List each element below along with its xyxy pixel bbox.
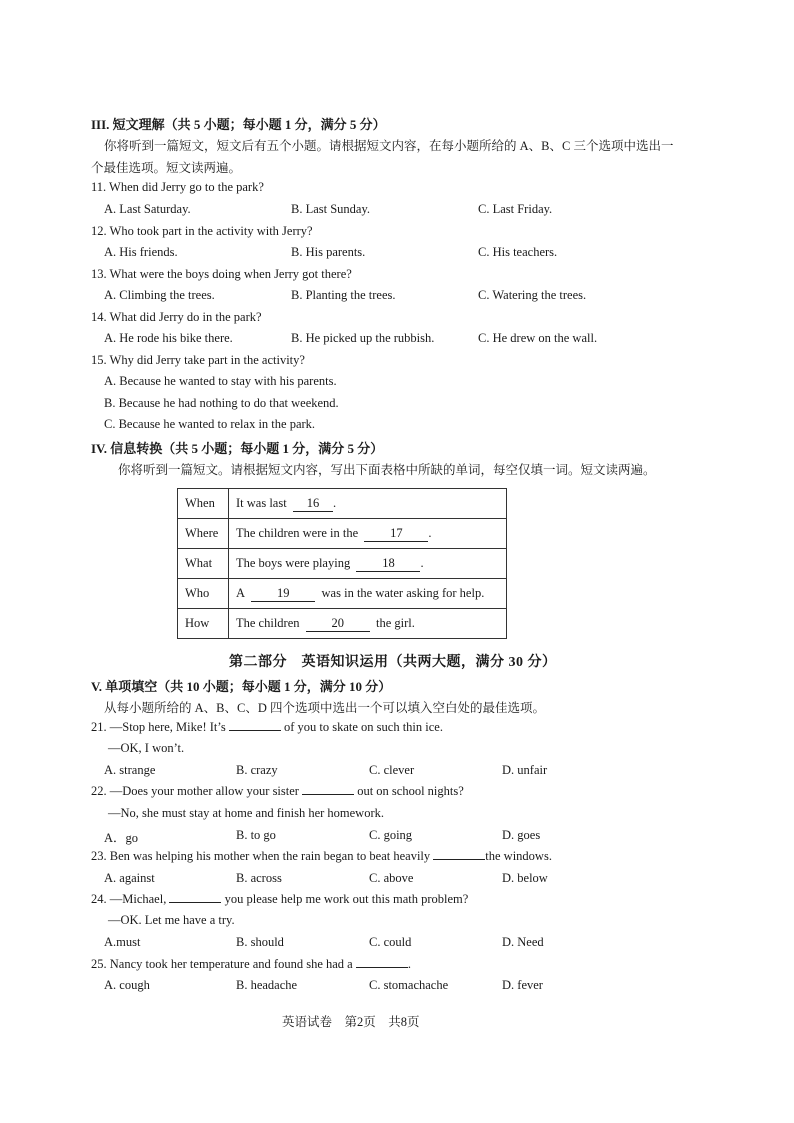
q23-option-c: C. above bbox=[369, 871, 414, 885]
page-footer: 英语试卷 第2页 共8页 bbox=[282, 1015, 420, 1029]
table-row bbox=[178, 609, 507, 639]
question-14: 14. What did Jerry do in the park? bbox=[91, 310, 262, 324]
q23-option-a: A. against bbox=[104, 871, 155, 885]
row-content bbox=[229, 579, 507, 609]
question-text: 21. —Stop here, Mike! It’s bbox=[91, 720, 226, 734]
section-5-title: V. 单项填空（共 10 小题；每小题 1 分，满分 10 分） bbox=[91, 679, 392, 694]
row-key: When bbox=[178, 489, 229, 519]
q21-option-d: D. unfair bbox=[502, 763, 548, 777]
q23-option-d: D. below bbox=[502, 871, 548, 885]
q14-option-b: B. He picked up the rubbish. bbox=[291, 331, 435, 345]
q25-option-c: C. stomachache bbox=[369, 978, 449, 992]
question-text-after: the windows. bbox=[485, 849, 552, 863]
row-text: The children bbox=[236, 615, 300, 630]
q22-option-a: A．go bbox=[104, 831, 139, 845]
answer-blank[interactable] bbox=[302, 794, 354, 795]
info-table bbox=[177, 488, 507, 639]
row-content bbox=[229, 549, 507, 579]
q12-option-a: A. His friends. bbox=[104, 245, 178, 259]
row-text: It was last bbox=[236, 495, 287, 510]
q25-option-b: B. headache bbox=[236, 978, 298, 992]
question-text: 24. —Michael, bbox=[91, 892, 167, 906]
answer-blank[interactable] bbox=[356, 967, 408, 968]
answer-blank-20[interactable]: 20 bbox=[306, 616, 370, 632]
q22-option-b: B. to go bbox=[236, 828, 276, 842]
q25-option-a: A. cough bbox=[104, 978, 150, 992]
answer-blank[interactable] bbox=[433, 859, 485, 860]
section-3-intro-line1: 你将听到一篇短文，短文后有五个小题。请根据短文内容，在每小题所给的 A、B、C 三个选项中选出一 bbox=[104, 139, 674, 153]
question-21 bbox=[91, 720, 443, 735]
q13-option-a: A. Climbing the trees. bbox=[104, 288, 215, 302]
q13-option-b: B. Planting the trees. bbox=[291, 288, 396, 302]
row-content bbox=[229, 519, 507, 549]
q15-option-b: B. Because he had nothing to do that weekend. bbox=[104, 396, 339, 410]
question-text-after: you please help me work out this math problem? bbox=[224, 892, 469, 906]
table-row bbox=[178, 549, 507, 579]
answer-blank-17[interactable]: 17 bbox=[364, 526, 428, 542]
section-4-intro: 你将听到一篇短文。请根据短文内容，写出下面表格中所缺的单词，每空仅填一词。短文读两遍。 bbox=[118, 463, 656, 477]
table-row bbox=[178, 519, 507, 549]
q22-option-d: D. goes bbox=[502, 828, 541, 842]
row-text-after: the girl. bbox=[376, 615, 415, 630]
q11-option-a: A. Last Saturday. bbox=[104, 202, 191, 216]
part-2-title: 第二部分 英语知识运用（共两大题，满分 30 分） bbox=[229, 655, 557, 670]
q24-option-d: D. Need bbox=[502, 935, 544, 949]
q11-option-b: B. Last Sunday. bbox=[291, 202, 371, 216]
q21-reply: —OK, I won’t. bbox=[108, 741, 185, 755]
answer-blank-19[interactable]: 19 bbox=[251, 586, 315, 602]
row-text-after: . bbox=[420, 555, 424, 570]
section-5-intro: 从每小题所给的 A、B、C、D 四个选项中选出一个可以填入空白处的最佳选项。 bbox=[104, 701, 545, 715]
question-22 bbox=[91, 784, 464, 799]
question-12: 12. Who took part in the activity with Jerry? bbox=[91, 224, 313, 238]
q14-option-c: C. He drew on the wall. bbox=[478, 331, 598, 345]
q21-option-c: C. clever bbox=[369, 763, 415, 777]
question-text-after: . bbox=[407, 957, 411, 971]
question-text-after: out on school nights? bbox=[357, 784, 464, 798]
q24-reply: —OK. Let me have a try. bbox=[108, 913, 235, 927]
table-row bbox=[178, 579, 507, 609]
q12-option-b: B. His parents. bbox=[291, 245, 366, 259]
table-row bbox=[178, 489, 507, 519]
answer-blank[interactable] bbox=[169, 902, 221, 903]
section-3-intro-line2: 个最佳选项。短文读两遍。 bbox=[91, 161, 242, 175]
q14-option-a: A. He rode his bike there. bbox=[104, 331, 233, 345]
section-3-title: III. 短文理解（共 5 小题；每小题 1 分，满分 5 分） bbox=[91, 117, 386, 132]
q12-option-c: C. His teachers. bbox=[478, 245, 558, 259]
q13-option-c: C. Watering the trees. bbox=[478, 288, 587, 302]
row-text-after: . bbox=[332, 495, 337, 510]
q22-reply: —No, she must stay at home and finish her homework. bbox=[108, 806, 384, 820]
q25-option-d: D. fever bbox=[502, 978, 543, 992]
question-text: 23. Ben was helping his mother when the rain began to beat heavily bbox=[91, 849, 431, 863]
row-text: The children were in the bbox=[236, 525, 359, 540]
answer-blank[interactable] bbox=[229, 730, 281, 731]
question-11: 11. When did Jerry go to the park? bbox=[91, 180, 264, 194]
question-15: 15. Why did Jerry take part in the activity? bbox=[91, 353, 305, 367]
question-23 bbox=[91, 849, 552, 864]
row-key: How bbox=[178, 609, 229, 639]
answer-blank-18[interactable]: 18 bbox=[356, 556, 420, 572]
question-text-after: of you to skate on such thin ice. bbox=[283, 720, 443, 734]
question-25 bbox=[91, 957, 411, 972]
q22-option-c: C. going bbox=[369, 828, 413, 842]
row-text-after: . bbox=[428, 525, 432, 540]
question-text: 25. Nancy took her temperature and found she had a bbox=[91, 957, 353, 971]
q23-option-b: B. across bbox=[236, 871, 282, 885]
question-13: 13. What were the boys doing when Jerry got there? bbox=[91, 267, 352, 281]
q24-option-b: B. should bbox=[236, 935, 284, 949]
q15-option-a: A. Because he wanted to stay with his parents. bbox=[104, 374, 337, 388]
q24-option-c: C. could bbox=[369, 935, 412, 949]
row-content bbox=[229, 609, 507, 639]
row-key: Where bbox=[178, 519, 229, 549]
q15-option-c: C. Because he wanted to relax in the park. bbox=[104, 417, 316, 431]
answer-blank-16[interactable]: 16 bbox=[293, 496, 333, 512]
row-text-after: was in the water asking for help. bbox=[321, 585, 485, 600]
q21-option-a: A. strange bbox=[104, 763, 156, 777]
question-24 bbox=[91, 892, 468, 907]
q24-option-a: A.must bbox=[104, 935, 141, 949]
row-key: What bbox=[178, 549, 229, 579]
section-4-title: IV. 信息转换（共 5 小题；每小题 1 分，满分 5 分） bbox=[91, 441, 384, 456]
row-text: A bbox=[236, 585, 246, 600]
q11-option-c: C. Last Friday. bbox=[478, 202, 553, 216]
row-text: The boys were playing bbox=[236, 555, 351, 570]
question-text: 22. —Does your mother allow your sister bbox=[91, 784, 299, 798]
row-key: Who bbox=[178, 579, 229, 609]
q21-option-b: B. crazy bbox=[236, 763, 278, 777]
row-content bbox=[229, 489, 507, 519]
